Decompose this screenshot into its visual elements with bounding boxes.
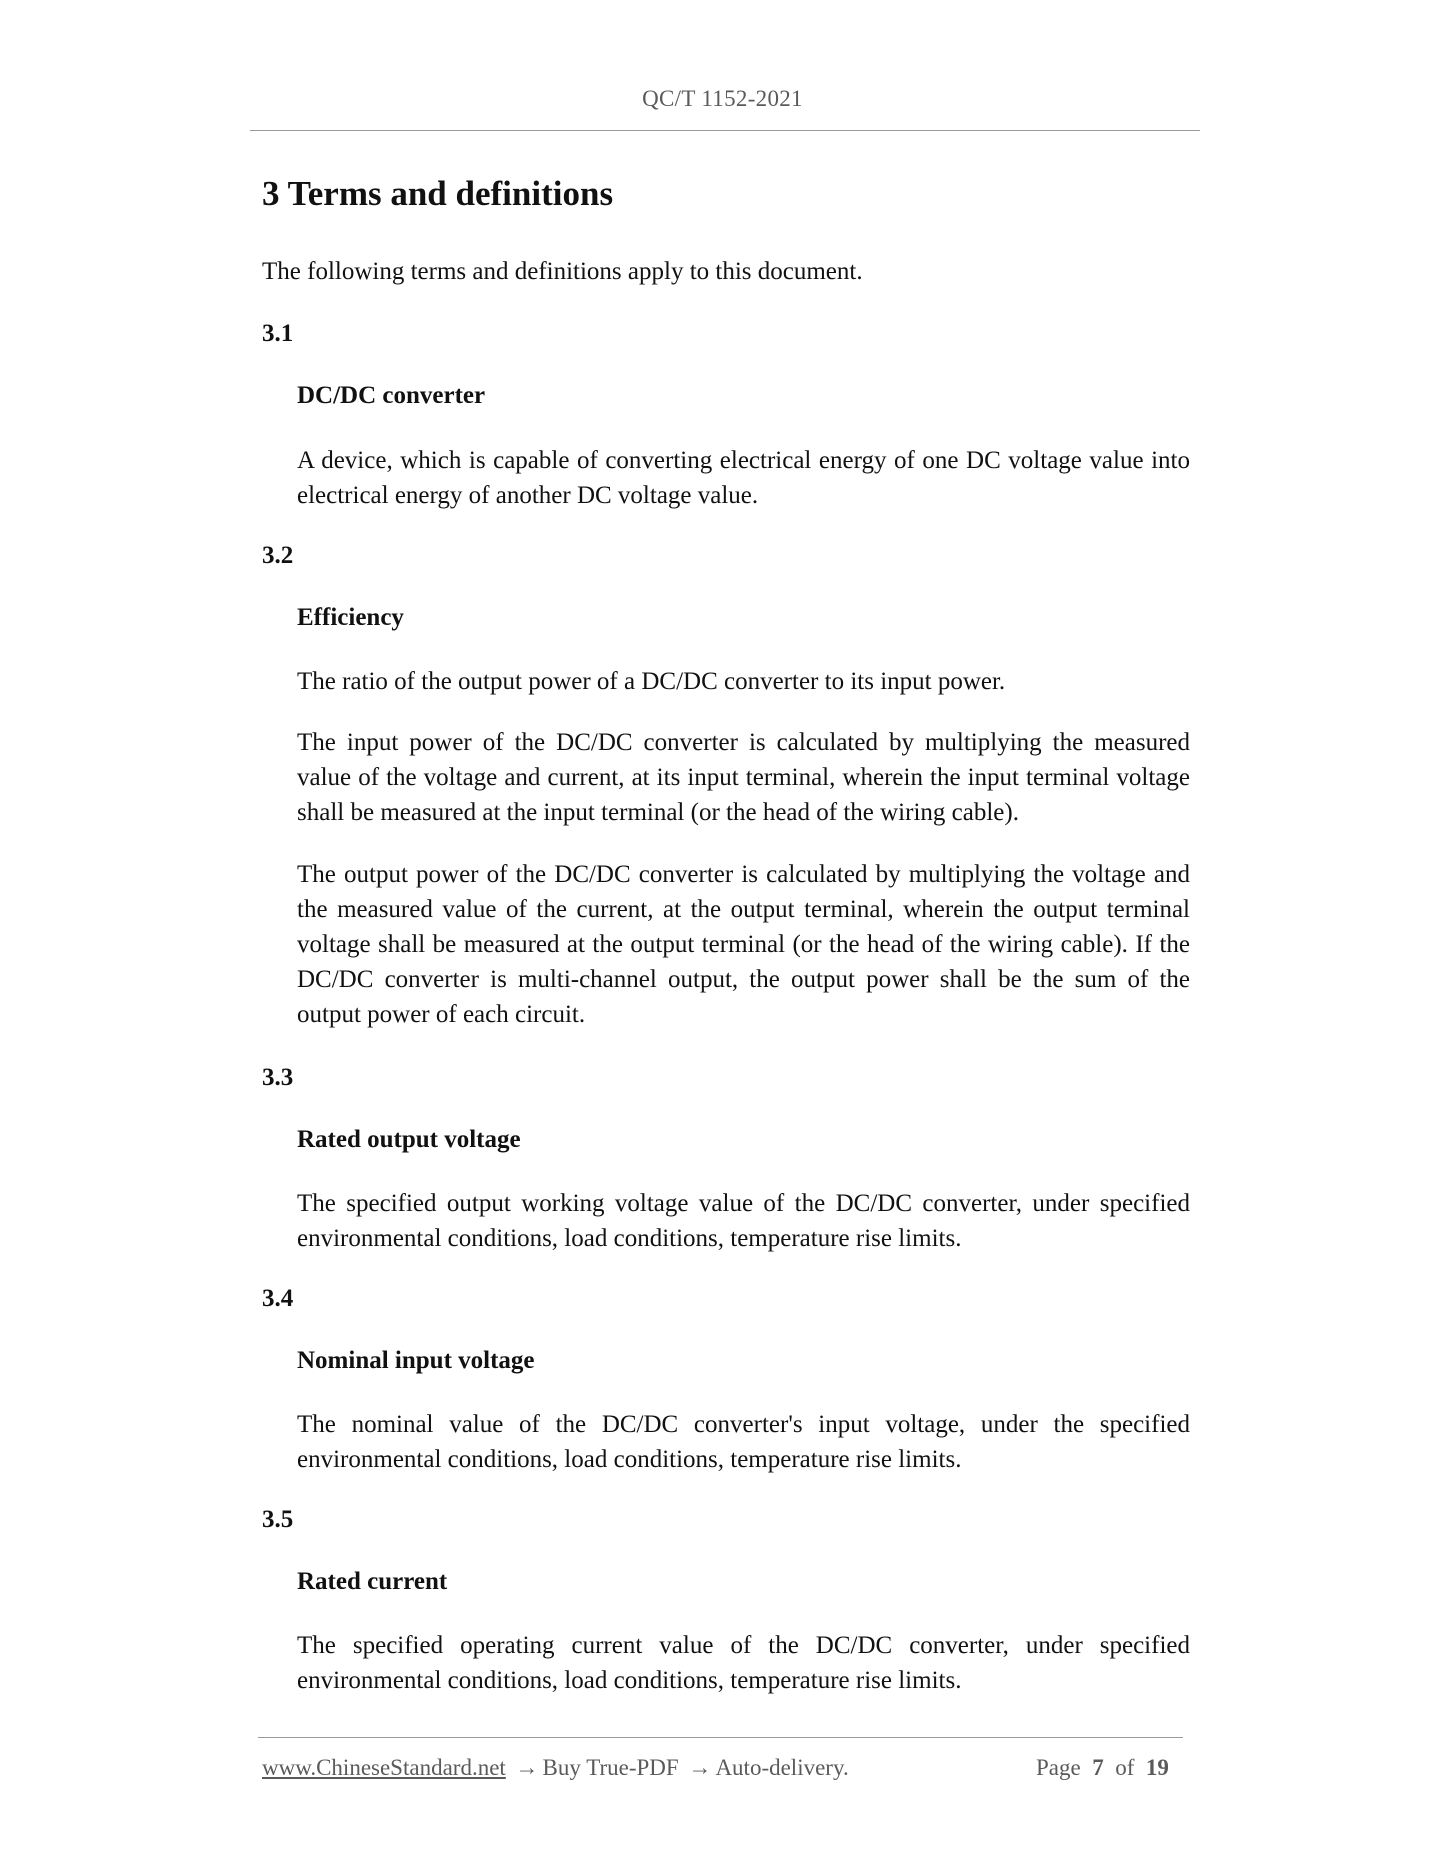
right-arrow-icon: → — [515, 1755, 539, 1780]
term-definition-paragraph: A device, which is capable of converting electrical energy of one DC voltage value into electrical energy of another DC voltage value. — [297, 447, 1190, 509]
term-number-3-4: 3.4 — [262, 1285, 294, 1312]
term-number-3-3: 3.3 — [262, 1064, 294, 1091]
right-arrow-icon: → — [688, 1755, 712, 1780]
buy-true-pdf-text: Buy True-PDF — [542, 1755, 679, 1780]
term-number-3-1: 3.1 — [262, 320, 294, 347]
term-name-nominal-input-voltage: Nominal input voltage — [297, 1347, 535, 1374]
auto-delivery-text: Auto-delivery. — [715, 1755, 849, 1780]
term-name-rated-current: Rated current — [297, 1568, 448, 1595]
term-definition-paragraph: The ratio of the output power of a DC/DC converter to its input power. — [297, 668, 1006, 695]
page-indicator — [1036, 1755, 1169, 1781]
chinesestandard-link[interactable]: www.ChineseStandard.net — [262, 1755, 506, 1780]
term-name-efficiency: Efficiency — [297, 604, 404, 631]
section-title: 3 Terms and definitions — [262, 174, 614, 213]
term-number-3-2: 3.2 — [262, 542, 294, 569]
term-definition-paragraph: The specified operating current value of the DC/DC converter, under specified environmental conditions, load conditions, temperature rise limits. — [297, 1632, 1190, 1694]
term-name-dc-dc-converter: DC/DC converter — [297, 382, 486, 409]
term-definition-paragraph: The specified output working voltage value of the DC/DC converter, under specified environmental conditions, load conditions, temperature rise limits. — [297, 1190, 1190, 1252]
term-definition-paragraph: The nominal value of the DC/DC converter's input voltage, under the specified environmental conditions, load conditions, temperature rise limits. — [297, 1411, 1190, 1473]
term-number-3-5: 3.5 — [262, 1506, 294, 1533]
footer-promo — [262, 1755, 849, 1781]
term-definition-paragraph: The output power of the DC/DC converter is calculated by multiplying the voltage and the measured value of the current, at the output terminal, wherein the output terminal voltage shall be measured at the output terminal (or the head of the wiring cable). If the DC/DC converter is multi-channel output, the output power shall be the sum of the output power of each circuit. — [297, 861, 1190, 1028]
footer-divider — [258, 1737, 1183, 1738]
page-current: 7 — [1092, 1755, 1104, 1780]
term-definition-paragraph: The input power of the DC/DC converter is calculated by multiplying the measured value of the voltage and current, at its input terminal, wherein the input terminal voltage shall be measured at the input terminal (or the head of the wiring cable). — [297, 729, 1190, 826]
section-intro: The following terms and definitions apply to this document. — [262, 258, 863, 285]
header-divider — [250, 130, 1200, 131]
document-code: QC/T 1152-2021 — [642, 86, 803, 111]
term-name-rated-output-voltage: Rated output voltage — [297, 1126, 521, 1153]
page-label: Page — [1036, 1755, 1081, 1780]
of-label: of — [1115, 1755, 1135, 1780]
page-total: 19 — [1145, 1755, 1169, 1780]
